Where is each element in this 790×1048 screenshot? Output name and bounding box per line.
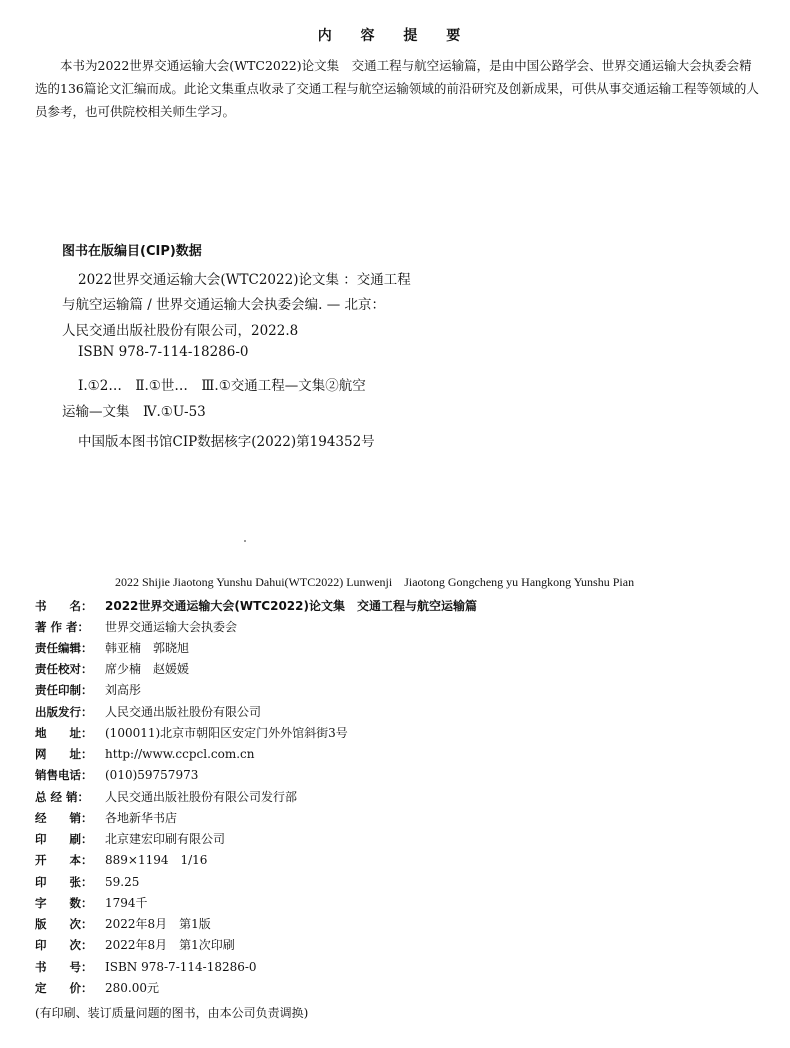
colophon-value: 北京建宏印刷有限公司 xyxy=(105,832,226,846)
colophon-label: 总 经 销： xyxy=(35,790,90,804)
speck xyxy=(244,540,246,542)
colophon-label: 网 址： xyxy=(35,747,93,761)
colophon-label: 责任印制： xyxy=(35,683,93,697)
colophon-value: 1794千 xyxy=(105,896,148,910)
cip-line: 2022世界交通运输大会(WTC2022)论文集 ：交通工程 xyxy=(78,272,411,288)
colophon-row xyxy=(35,787,297,807)
colophon-isbn: ISBN 978-7-114-18286-0 xyxy=(105,960,257,974)
pinyin-title: 2022 Shijie Jiaotong Yunshu Dahui(WTC2022) Lunwenji Jiaotong Gongcheng yu Hangkong Yunshu Pian xyxy=(115,575,635,589)
colophon-row xyxy=(35,659,189,679)
page-title: 内 容 提 要 xyxy=(317,28,473,44)
cip-line: Ⅰ.①2… Ⅱ.①世… Ⅲ.①交通工程—文集②航空 xyxy=(78,378,366,394)
colophon-row xyxy=(35,978,159,998)
colophon-row xyxy=(35,957,257,977)
colophon-label: 版 次： xyxy=(35,917,93,931)
colophon-phone: (010)59757973 xyxy=(105,768,199,782)
colophon-row xyxy=(35,935,235,955)
cip-line: 运输—文集 Ⅳ.①U-53 xyxy=(62,404,206,420)
cip-data-number: 中国版本图书馆CIP数据核字(2022)第194352号 xyxy=(78,434,375,450)
colophon-row xyxy=(35,638,189,658)
colophon-value: 各地新华书店 xyxy=(105,811,178,825)
colophon-value: 889×1194 1/16 xyxy=(105,853,208,867)
colophon-label: 责任编辑： xyxy=(35,641,93,655)
colophon-value: 席少楠 赵媛媛 xyxy=(105,662,190,676)
cip-line: 人民交通出版社股份有限公司，2022.8 xyxy=(62,323,299,339)
colophon-value: 世界交通运输大会执委会 xyxy=(105,620,238,634)
colophon-label: 著 作 者： xyxy=(35,620,90,634)
colophon-label: 开 本： xyxy=(35,853,93,867)
colophon-row xyxy=(35,617,237,637)
colophon-row xyxy=(35,744,254,764)
colophon-value: 59.25 xyxy=(105,875,140,889)
colophon-label: 书 名： xyxy=(35,599,93,613)
colophon-label: 出版发行： xyxy=(35,705,93,719)
colophon-row xyxy=(35,850,207,870)
colophon-value: (100011)北京市朝阳区安定门外外馆斜街3号 xyxy=(105,726,348,740)
colophon-row xyxy=(35,723,348,743)
colophon-website: http://www.ccpcl.com.cn xyxy=(105,747,255,761)
colophon-row xyxy=(35,914,211,934)
cip-isbn: ISBN 978-7-114-18286-0 xyxy=(78,344,249,360)
colophon-value: 人民交通出版社股份有限公司 xyxy=(105,705,262,719)
colophon-row xyxy=(35,596,477,616)
abstract-paragraph: 本书为2022世界交通运输大会(WTC2022)论文集 交通工程与航空运输篇，是由中国公路学会、世界交通运输大会执委会精选的136篇论文汇编而成。此论文集重点收录了交通工程与航空运输领域的前沿研究及创新成果，可供从事交通运输工程等领域的人员参考，也可供院校相关师生学习。 xyxy=(35,58,759,119)
colophon-value: 2022世界交通运输大会(WTC2022)论文集 交通工程与航空运输篇 xyxy=(105,599,477,613)
colophon-value: 2022年8月 第1版 xyxy=(105,917,211,931)
colophon-value: 刘高彤 xyxy=(105,683,142,697)
colophon-label: 字 数： xyxy=(35,896,93,910)
colophon-label: 责任校对： xyxy=(35,662,93,676)
colophon-label: 印 次： xyxy=(35,938,93,952)
quality-note: (有印刷、装订质量问题的图书，由本公司负责调换) xyxy=(35,1006,309,1020)
colophon-row xyxy=(35,829,225,849)
colophon-label: 销售电话： xyxy=(35,768,93,782)
colophon-row xyxy=(35,893,148,913)
colophon-label: 印 张： xyxy=(35,875,93,889)
colophon-label: 地 址： xyxy=(35,726,93,740)
colophon-row xyxy=(35,680,141,700)
colophon-row xyxy=(35,808,177,828)
colophon-value: 韩亚楠 郭晓旭 xyxy=(105,641,190,655)
colophon-price: 280.00元 xyxy=(105,981,159,995)
colophon-row xyxy=(35,702,261,722)
colophon-label: 经 销： xyxy=(35,811,93,825)
colophon-row xyxy=(35,872,139,892)
colophon-label: 印 刷： xyxy=(35,832,93,846)
cip-line: 与航空运输篇 / 世界交通运输大会执委会编. — 北京： xyxy=(62,297,386,313)
cip-heading: 图书在版编目(CIP)数据 xyxy=(62,244,202,259)
colophon-label: 书 号： xyxy=(35,960,93,974)
colophon-value: 人民交通出版社股份有限公司发行部 xyxy=(105,790,298,804)
colophon-value: 2022年8月 第1次印刷 xyxy=(105,938,235,952)
colophon-row xyxy=(35,765,198,785)
colophon-label: 定 价： xyxy=(35,981,93,995)
